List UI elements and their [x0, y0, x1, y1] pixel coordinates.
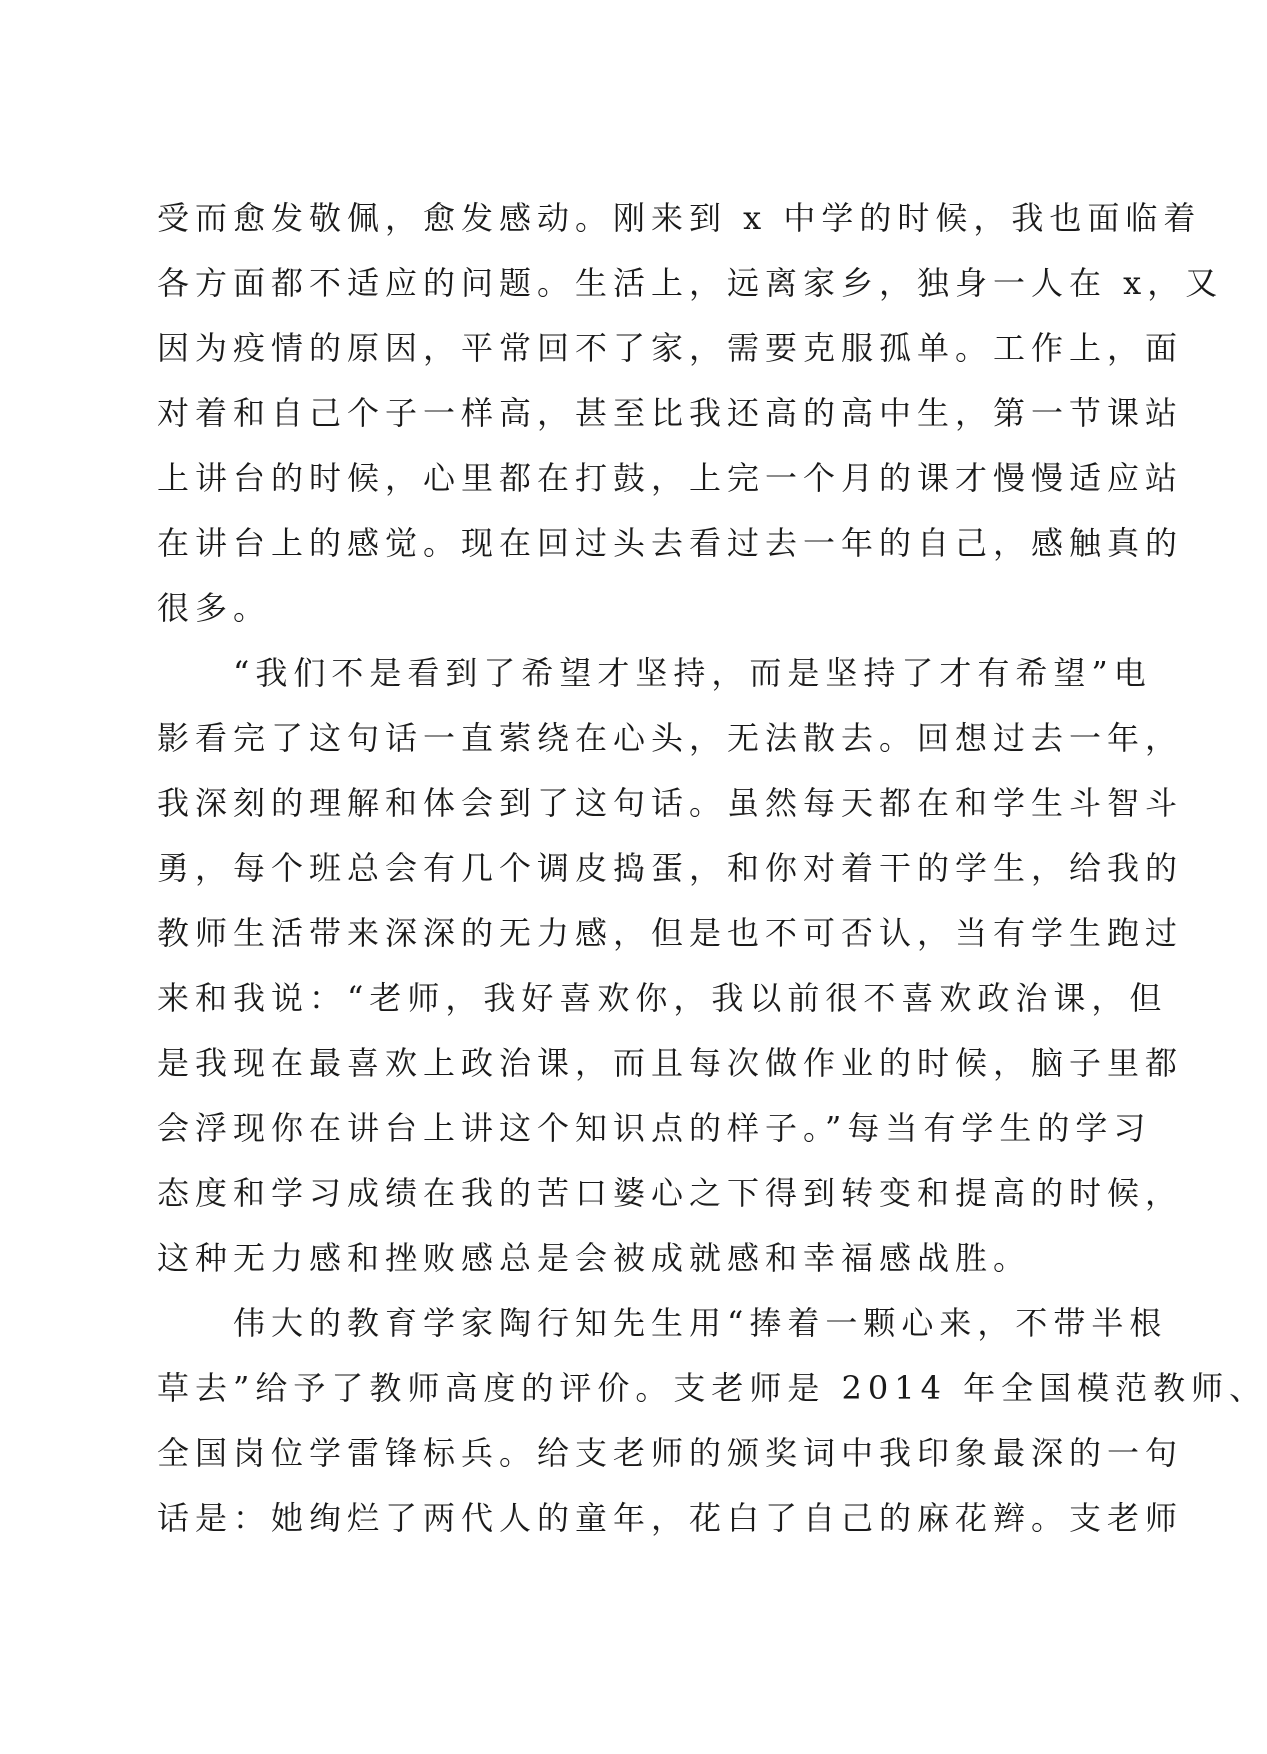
text-line: 草去”给予了教师高度的评价。支老师是 2014 年全国模范教师、	[157, 1369, 1267, 1407]
text-line: 因为疫情的原因，平常回不了家，需要克服孤单。工作上，面	[157, 329, 1184, 367]
text-line: 这种无力感和挫败感总是会被成就感和幸福感战胜。	[157, 1239, 1032, 1277]
text-line: “我们不是看到了希望才坚持，而是坚持了才有希望”电	[157, 654, 1152, 692]
text-line: 受而愈发敬佩，愈发感动。刚来到 x 中学的时候，我也面临着	[157, 199, 1202, 237]
text-line: 在讲台上的感觉。现在回过头去看过去一年的自己，感触真的	[157, 524, 1184, 562]
text-line: 教师生活带来深深的无力感，但是也不可否认，当有学生跑过	[157, 914, 1184, 952]
text-line: 上讲台的时候，心里都在打鼓，上完一个月的课才慢慢适应站	[157, 459, 1184, 497]
text-line: 影看完了这句话一直萦绕在心头，无法散去。回想过去一年，	[157, 719, 1184, 757]
text-line: 话是：她绚烂了两代人的童年，花白了自己的麻花辫。支老师	[157, 1499, 1184, 1537]
text-line: 勇，每个班总会有几个调皮捣蛋，和你对着干的学生，给我的	[157, 849, 1184, 887]
text-line: 来和我说：“老师，我好喜欢你，我以前很不喜欢政治课，但	[157, 979, 1168, 1017]
text-line: 各方面都不适应的问题。生活上，远离家乡，独身一人在 x，又	[157, 264, 1224, 302]
text-line: 很多。	[157, 589, 272, 627]
text-line: 我深刻的理解和体会到了这句话。虽然每天都在和学生斗智斗	[157, 784, 1184, 822]
document-body	[157, 186, 1267, 1551]
text-line: 对着和自己个子一样高，甚至比我还高的高中生，第一节课站	[157, 394, 1184, 432]
text-line: 态度和学习成绩在我的苦口婆心之下得到转变和提高的时候，	[157, 1174, 1184, 1212]
text-line: 全国岗位学雷锋标兵。给支老师的颁奖词中我印象最深的一句	[157, 1434, 1184, 1472]
text-line: 伟大的教育学家陶行知先生用“捧着一颗心来，不带半根	[157, 1304, 1168, 1342]
text-line: 会浮现你在讲台上讲这个知识点的样子。”每当有学生的学习	[157, 1109, 1152, 1147]
text-line: 是我现在最喜欢上政治课，而且每次做作业的时候，脑子里都	[157, 1044, 1184, 1082]
